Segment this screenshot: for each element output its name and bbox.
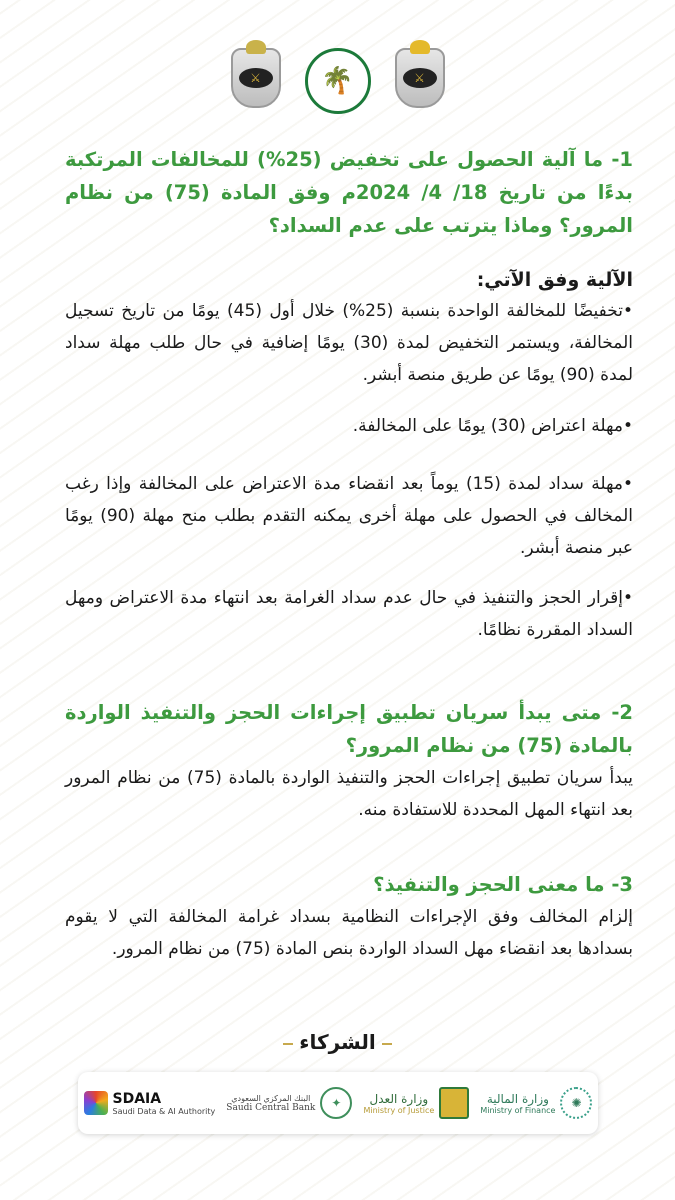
- sama-english-name: Saudi Central Bank: [226, 1102, 316, 1113]
- bullet-block: [65, 582, 633, 646]
- sama-seal-icon: ✦: [320, 1087, 352, 1119]
- public-security-logo: ⚔: [395, 48, 445, 108]
- bullet-item: •إقرار الحجز والتنفيذ في حال عدم سداد الغرامة بعد انتهاء مدة الاعتراض ومهل السداد المقررة نظامًا.: [65, 588, 633, 640]
- mof-emblem-icon: ✺: [560, 1087, 592, 1119]
- bullet-block: [65, 468, 633, 564]
- moj-arabic-name: وزارة العدل: [369, 1091, 429, 1106]
- moj-english-name: Ministry of Justice: [363, 1105, 435, 1115]
- question-3-answer: إلزام المخالف وفق الإجراءات النظامية بسداد غرامة المخالفة التي لا يقوم بسدادها بعد انقضاء مهل السداد الواردة بنص المادة (75) من نظام المرور.: [65, 907, 633, 959]
- sama-arabic-name: البنك المركزي السعودي: [231, 1093, 311, 1103]
- question-1-title: 1- ما آلية الحصول على تخفيض (25%) للمخالفات المرتكبة بدءًا من تاريخ 18/ 4/ 2024م وفق المادة (75) من نظام المرور؟ وماذا يترتب على عدم السداد؟: [65, 148, 633, 237]
- saudi-central-bank-logo: [226, 1087, 352, 1119]
- bullet-item: •تخفيضًا للمخالفة الواحدة بنسبة (25%) خلال أول (45) يومًا من تاريخ تسجيل المخالفة، ويستمر التخفيض لمدة (30) يومًا إضافية في حال طلب مهلة سداد لمدة (90) يومًا عن طريق منصة أبشر.: [65, 301, 633, 385]
- partners-title: الشركاء: [299, 1030, 376, 1054]
- question-2-title: 2- متى يبدأ سريان تطبيق إجراءات الحجز والتنفيذ الواردة بالمادة (75) من نظام المرور؟: [65, 701, 633, 757]
- ministry-of-interior-emblem: 🌴: [305, 48, 371, 114]
- bullet-item: •مهلة اعتراض (30) يومًا على المخالفة.: [352, 416, 633, 436]
- ministry-of-justice-logo: [363, 1087, 469, 1119]
- bullet-item: •مهلة سداد لمدة (15) يوماً بعد انقضاء مدة الاعتراض على المخالفة وإذا رغب المخالف في الحصول على مهلة أخرى يمكنه التقدم بطلب منح مهلة (90) يومًا عبر منصة أبشر.: [65, 474, 633, 558]
- traffic-department-logo: ⚔: [231, 48, 281, 108]
- question-1: [65, 143, 633, 242]
- sdaia-cube-icon: [84, 1091, 108, 1115]
- moj-emblem-icon: [439, 1087, 469, 1119]
- ministry-of-finance-logo: [480, 1087, 592, 1119]
- mof-arabic-name: وزارة المالية: [486, 1091, 549, 1106]
- question-3-title: 3- ما معنى الحجز والتنفيذ؟: [373, 873, 633, 896]
- question-1-answer: [65, 265, 633, 391]
- question-2-answer: يبدأ سريان تطبيق إجراءات الحجز والتنفيذ الواردة بالمادة (75) من نظام المرور بعد انتهاء المهل المحددة للاستفادة منه.: [65, 768, 633, 820]
- sdaia-logo: [84, 1091, 216, 1116]
- partners-heading: [0, 1030, 675, 1054]
- sdaia-name: SDAIA: [112, 1090, 162, 1107]
- bullet-block: [65, 410, 633, 442]
- header-logos: [0, 48, 675, 114]
- partners-card: [78, 1072, 598, 1134]
- sdaia-subtitle: Saudi Data & AI Authority: [112, 1106, 216, 1116]
- question-2: [65, 696, 633, 826]
- question-3: [65, 868, 633, 965]
- mechanism-subheading: الآلية وفق الآتي:: [476, 269, 633, 291]
- mof-english-name: Ministry of Finance: [480, 1105, 556, 1115]
